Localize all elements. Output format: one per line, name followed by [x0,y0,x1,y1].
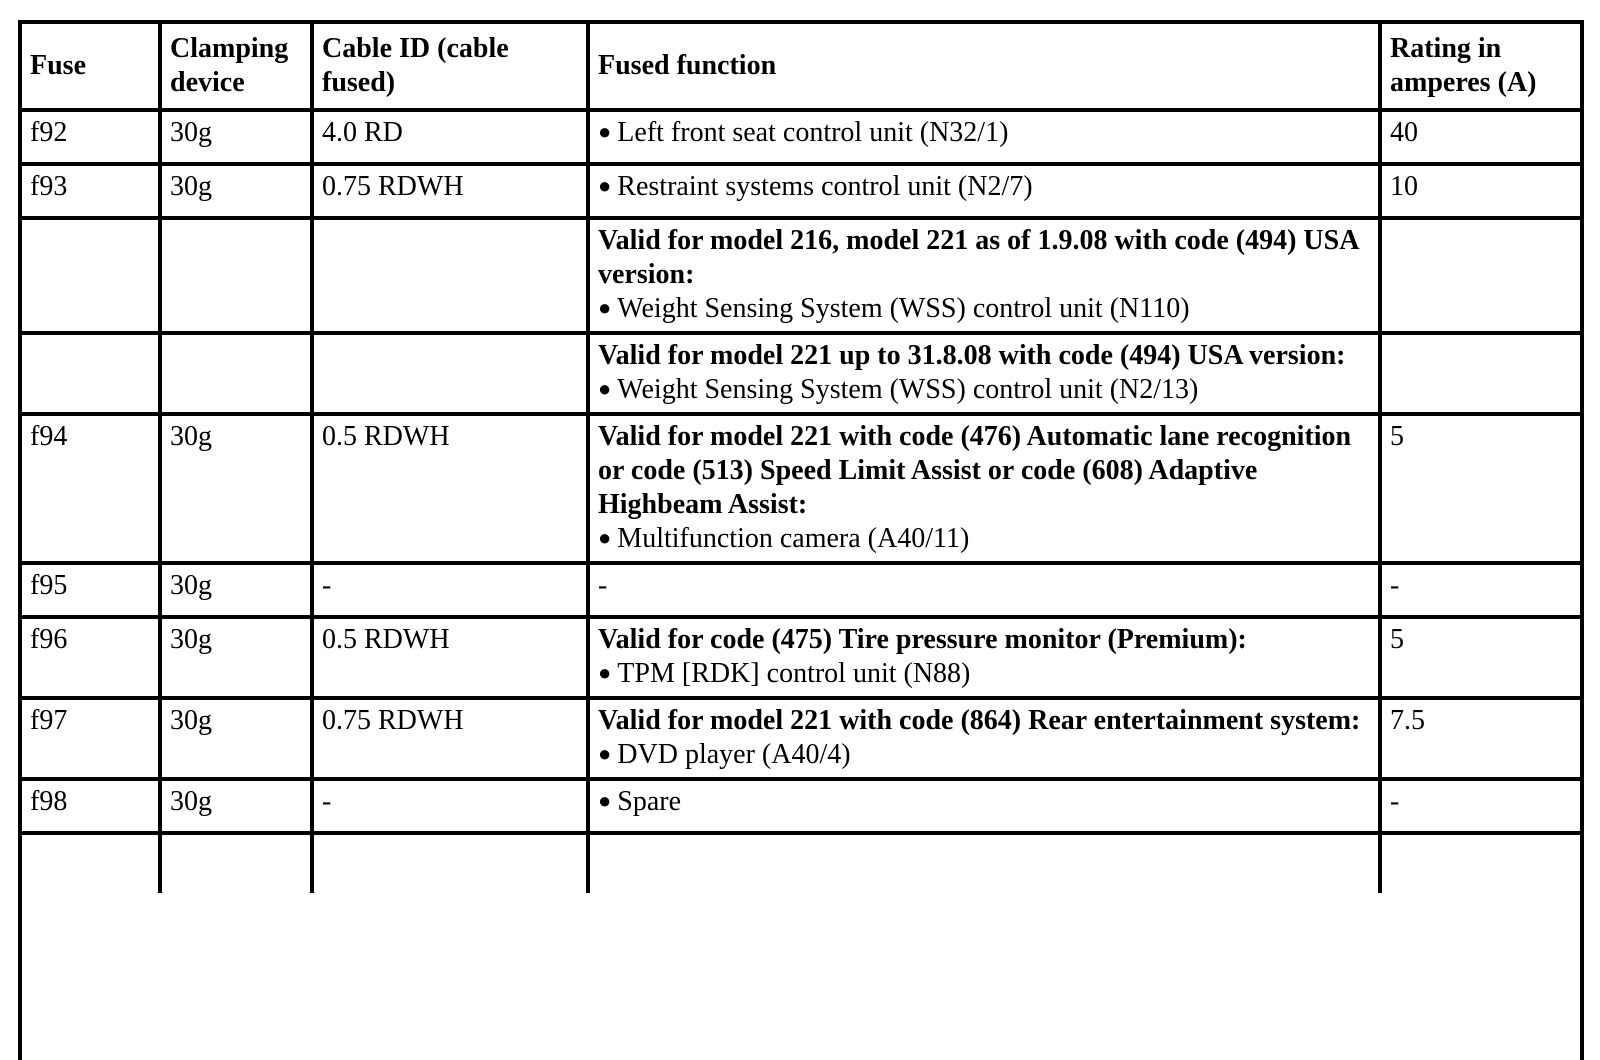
clamping-cell: 30g [160,779,312,833]
rating-cell: - [1380,779,1580,833]
header-cable-id: Cable ID (cable fused) [312,24,588,110]
rating-cell: 7.5 [1380,698,1580,779]
cable-cell: 4.0 RD [312,110,588,164]
cable-cell [312,333,588,414]
function-cell [588,333,1380,414]
rating-cell: 40 [1380,110,1580,164]
table-row [22,164,1580,218]
cable-cell: - [312,563,588,617]
fuse-cell: f98 [22,779,160,833]
clamping-cell: 30g [160,164,312,218]
table-row [22,698,1580,779]
function-item: ● Weight Sensing System (WSS) control unit (N2/13) [598,373,1370,408]
clamping-cell [160,333,312,414]
clamping-cell: 30g [160,563,312,617]
function-condition: Valid for model 221 with code (864) Rear entertainment system: [598,705,1361,736]
table-row-cutoff [22,833,1580,893]
clamping-cell: 30g [160,110,312,164]
header-fused-function: Fused function [588,24,1380,110]
cable-cell: 0.5 RDWH [312,414,588,563]
header-row [22,24,1580,110]
fuse-cell [22,333,160,414]
clamping-cell: 30g [160,698,312,779]
fuse-table [22,24,1580,893]
function-condition: Valid for code (475) Tire pressure monitor (Premium): [598,624,1247,655]
table-row [22,333,1580,414]
function-cell [588,617,1380,698]
function-item: ● Multifunction camera (A40/11) [598,522,1370,557]
cable-cell: 0.75 RDWH [312,698,588,779]
fuse-cell [22,218,160,333]
table-row [22,414,1580,563]
function-item: ● Spare [598,785,1370,820]
function-cell [588,414,1380,563]
table-row [22,110,1580,164]
header-clamping-device: Clamping device [160,24,312,110]
fuse-cell: f92 [22,110,160,164]
empty-cell [160,833,312,893]
header-fuse: Fuse [22,24,160,110]
rating-cell: 10 [1380,164,1580,218]
cable-cell [312,218,588,333]
fuse-cell: f94 [22,414,160,563]
table-row [22,617,1580,698]
clamping-cell [160,218,312,333]
table-row [22,563,1580,617]
cable-cell: 0.5 RDWH [312,617,588,698]
clamping-cell: 30g [160,617,312,698]
function-item: ● TPM [RDK] control unit (N88) [598,657,1370,692]
fuse-cell: f96 [22,617,160,698]
function-item: ● DVD player (A40/4) [598,738,1370,773]
empty-cell [22,833,160,893]
function-condition: Valid for model 216, model 221 as of 1.9.08 with code (494) USA version: [598,225,1358,290]
function-cell: - [588,563,1380,617]
rating-cell [1380,218,1580,333]
empty-cell [1380,833,1580,893]
fuse-table-container [18,20,1584,1060]
rating-cell [1380,333,1580,414]
function-condition: Valid for model 221 with code (476) Automatic lane recognition or code (513) Speed Limit Assist or code (608) Adaptive Highbeam Assist: [598,421,1352,520]
cable-cell: - [312,779,588,833]
rating-cell: - [1380,563,1580,617]
function-cell [588,218,1380,333]
function-cell [588,779,1380,833]
function-condition: Valid for model 221 up to 31.8.08 with code (494) USA version: [598,340,1346,371]
clamping-cell: 30g [160,414,312,563]
fuse-cell: f95 [22,563,160,617]
empty-cell [588,833,1380,893]
fuse-cell: f97 [22,698,160,779]
function-item: ● Left front seat control unit (N32/1) [598,116,1370,151]
table-row [22,218,1580,333]
rating-cell: 5 [1380,414,1580,563]
fuse-cell: f93 [22,164,160,218]
table-row [22,779,1580,833]
function-cell [588,698,1380,779]
rating-cell: 5 [1380,617,1580,698]
function-item: ● Restraint systems control unit (N2/7) [598,170,1370,205]
header-rating: Rating in amperes (A) [1380,24,1580,110]
function-item: ● Weight Sensing System (WSS) control unit (N110) [598,292,1370,327]
empty-cell [312,833,588,893]
function-cell [588,110,1380,164]
function-cell [588,164,1380,218]
cable-cell: 0.75 RDWH [312,164,588,218]
